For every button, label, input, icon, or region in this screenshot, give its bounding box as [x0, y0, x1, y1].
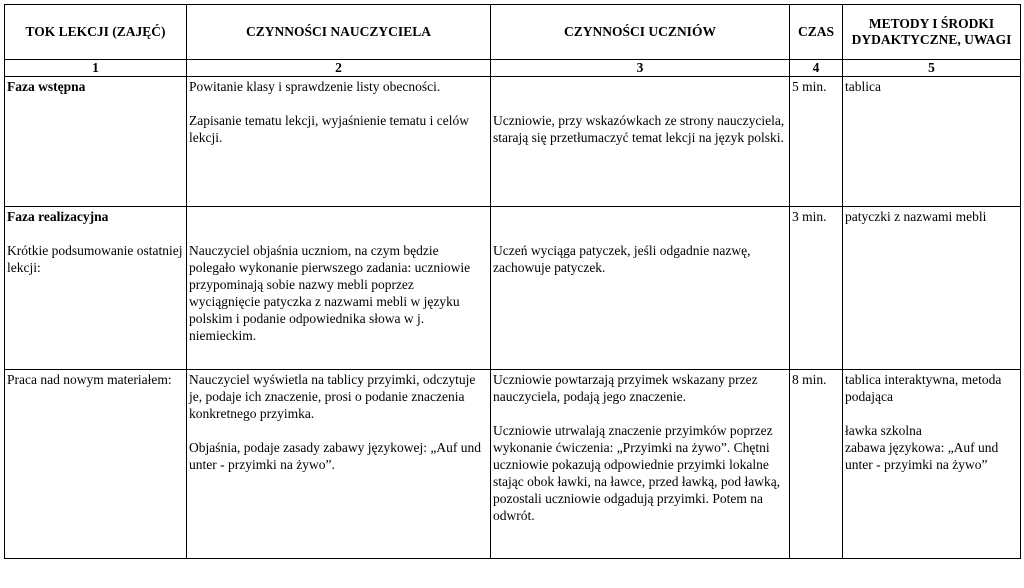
- column-number-row: [5, 60, 1021, 77]
- table-row: [5, 370, 1021, 559]
- teacher-text: Objaśnia, podaje zasady zabawy językowej: „Auf und unter - przyimki na żywo”.: [189, 440, 482, 472]
- teacher-cell: [187, 207, 491, 370]
- students-text: Uczniowie, przy wskazówkach ze strony nauczyciela, starają się przetłumaczyć temat lekcji na język polski.: [493, 113, 785, 145]
- teacher-cell: [187, 370, 491, 559]
- methods-text: zabawa językowa: „Auf und unter - przyimki na żywo”: [845, 440, 999, 472]
- methods-cell: [843, 77, 1021, 207]
- header-teacher-activities: CZYNNOŚCI NAUCZYCIELA: [187, 5, 491, 60]
- phase-title: Faza wstępna: [7, 79, 86, 94]
- teacher-cell: [187, 77, 491, 207]
- students-text: Uczniowie powtarzają przyimek wskazany przez nauczyciela, podają jego znaczenie.: [493, 372, 758, 404]
- subphase-title: Krótkie podsumowanie ostatniej lekcji:: [7, 243, 183, 275]
- lesson-plan-table: [4, 4, 1021, 559]
- column-number: 4: [790, 60, 843, 77]
- students-text: Uczeń wyciąga patyczek, jeśli odgadnie nazwę, zachowuje patyczek.: [493, 243, 751, 275]
- students-cell: [491, 370, 790, 559]
- header-lesson-course: TOK LEKCJI (ZAJĘĆ): [5, 5, 187, 60]
- header-methods: METODY I ŚRODKI DYDAKTYCZNE, UWAGI: [843, 5, 1021, 60]
- column-number: 5: [843, 60, 1021, 77]
- phase-cell: [5, 370, 187, 559]
- methods-text: patyczki z nazwami mebli: [845, 209, 987, 224]
- methods-text: tablica: [845, 79, 881, 94]
- header-row: [5, 5, 1021, 60]
- column-number: 2: [187, 60, 491, 77]
- header-student-activities: CZYNNOŚCI UCZNIÓW: [491, 5, 790, 60]
- methods-cell: [843, 207, 1021, 370]
- methods-text: ławka szkolna: [845, 423, 922, 438]
- table-row: [5, 77, 1021, 207]
- teacher-text: Nauczyciel wyświetla na tablicy przyimki, odczytuje je, podaje ich znaczenie, prosi o podanie znaczenia konkretnego przyimka.: [189, 372, 476, 421]
- teacher-text: Nauczyciel objaśnia uczniom, na czym będzie polegało wykonanie pierwszego zadania: uczniowie przypominają sobie nazwy mebli poprzez wyciągnięcie patyczka z nazwami mebli w języku polskim i podanie odpowiednika słowa w j. niemieckim.: [189, 243, 471, 343]
- teacher-text: Zapisanie tematu lekcji, wyjaśnienie tematu i celów lekcji.: [189, 113, 470, 145]
- students-text: Uczniowie utrwalają znaczenie przyimków poprzez wykonanie ćwiczenia: „Przyimki na żywo”. Chętni uczniowie pokazują odpowiednie przyimki lokalne stając obok ławki, na ławce, przed ławką, pod ławką, pozostali uczniowie odgadują przyimki. Potem na odwrót.: [493, 423, 781, 523]
- time-cell: 3 min.: [790, 207, 843, 370]
- phase-title: Praca nad nowym materiałem:: [7, 372, 172, 387]
- phase-title: Faza realizacyjna: [7, 209, 109, 224]
- students-cell: [491, 207, 790, 370]
- time-cell: 8 min.: [790, 370, 843, 559]
- table-row: [5, 207, 1021, 370]
- students-cell: [491, 77, 790, 207]
- methods-cell: [843, 370, 1021, 559]
- column-number: 3: [491, 60, 790, 77]
- time-cell: 5 min.: [790, 77, 843, 207]
- methods-text: tablica interaktywna, metoda podająca: [845, 372, 1002, 404]
- phase-cell: [5, 77, 187, 207]
- header-time: CZAS: [790, 5, 843, 60]
- teacher-text: Powitanie klasy i sprawdzenie listy obecności.: [189, 79, 441, 94]
- column-number: 1: [5, 60, 187, 77]
- phase-cell: [5, 207, 187, 370]
